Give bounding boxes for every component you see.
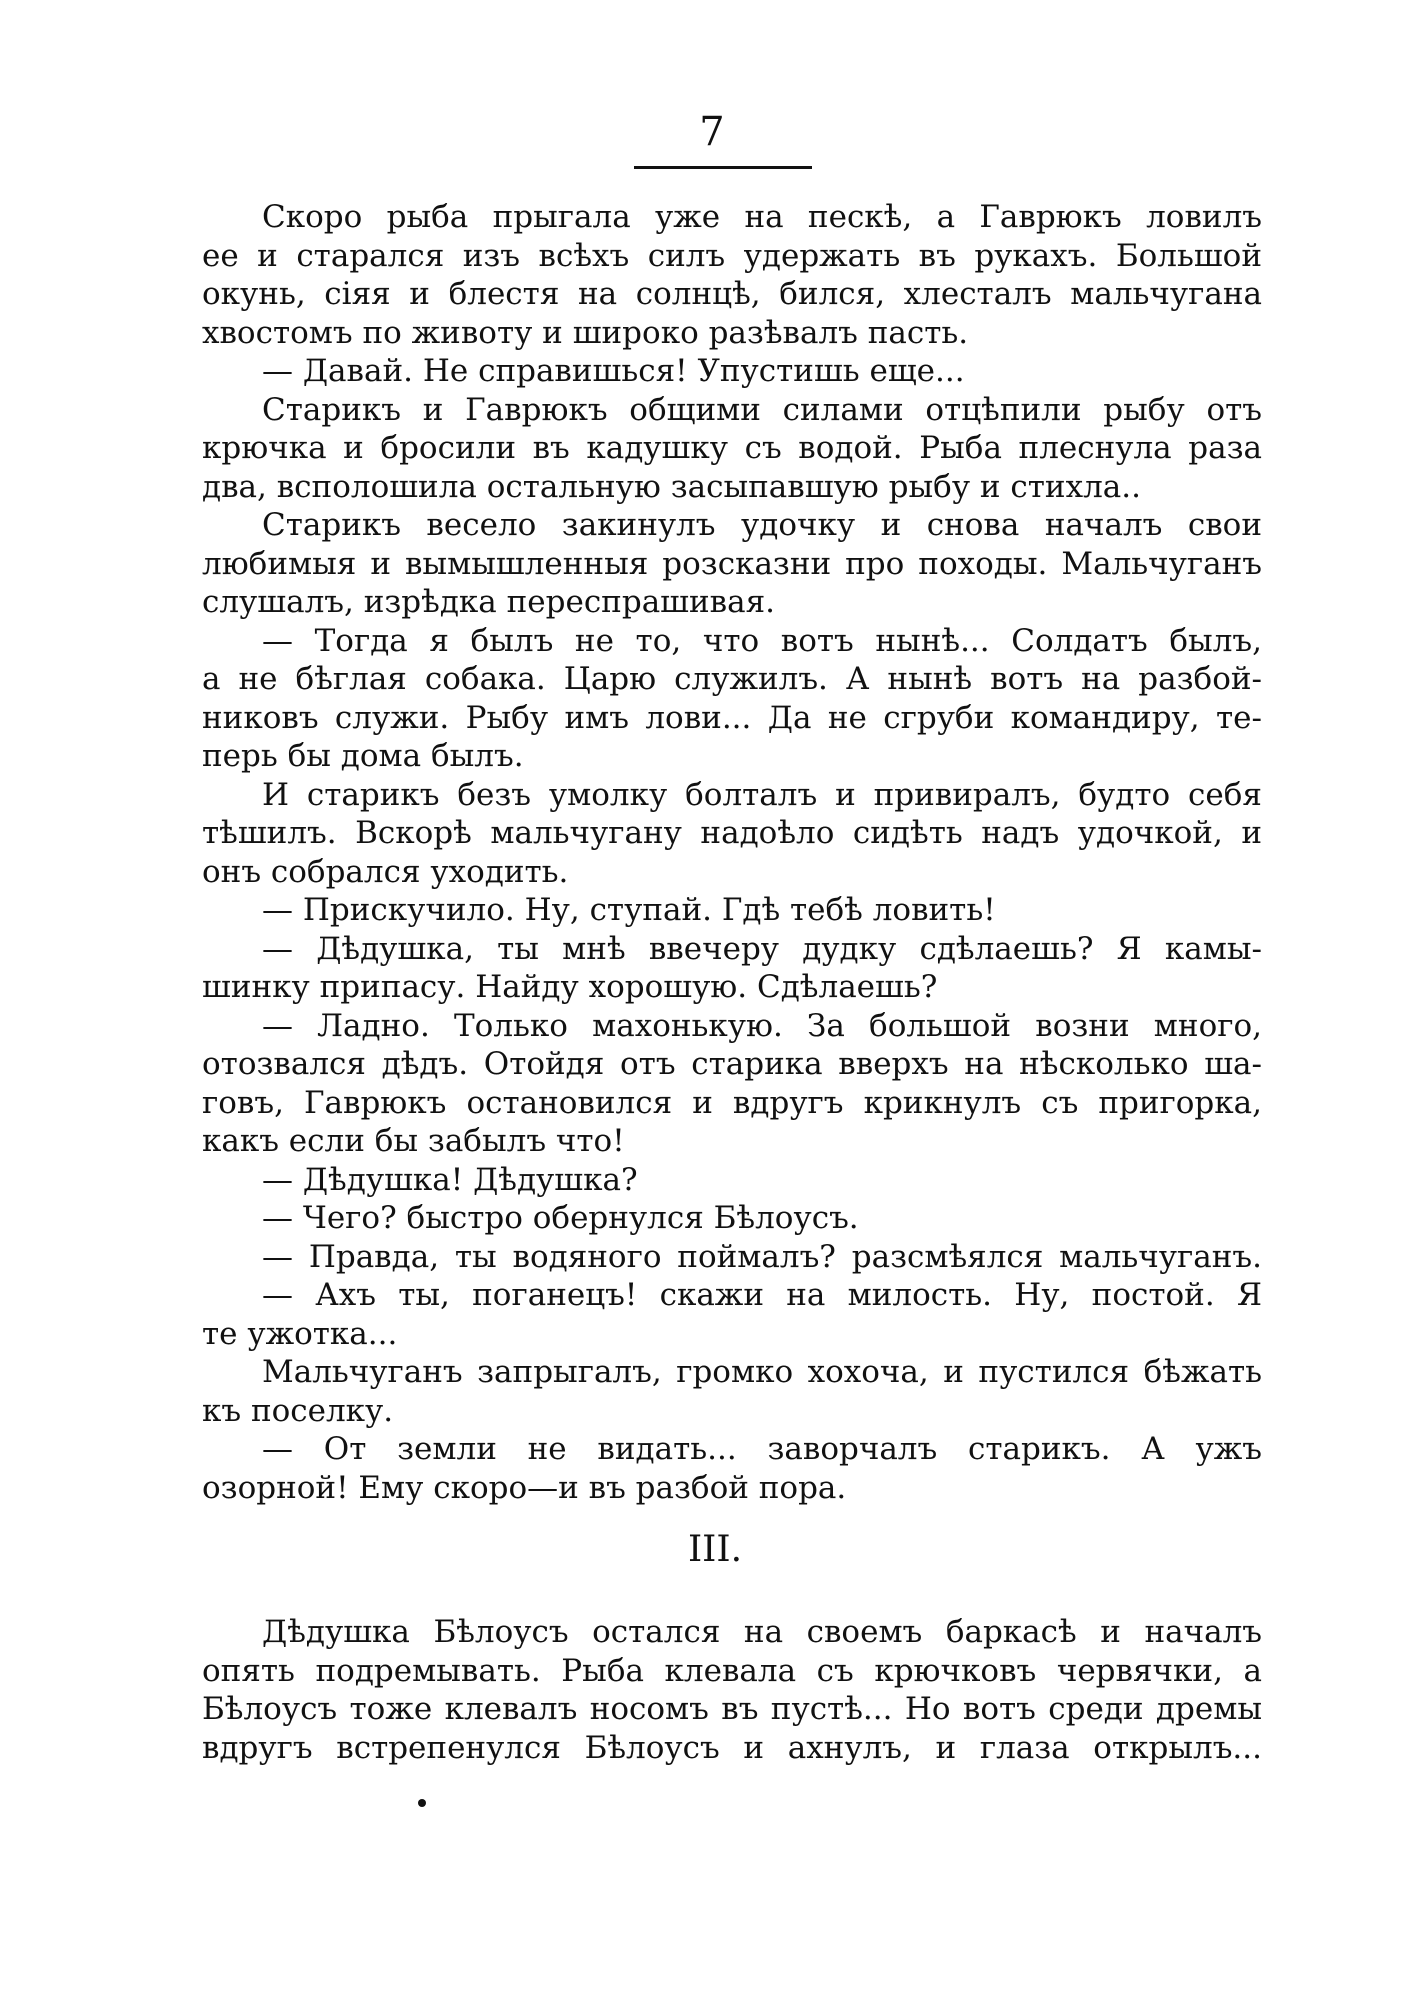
text-line: какъ если бы забылъ что!	[202, 1123, 625, 1159]
text-line: Бѣлоусъ тоже клевалъ носомъ въ пустѣ... Но вотъ среди дремы	[202, 1691, 1262, 1727]
text-line: те ужотка...	[202, 1315, 398, 1352]
text-line: Мальчуганъ запрыгалъ, громко хохоча, и пустился бѣжать	[262, 1354, 1262, 1390]
text-line: — От земли не видать... заворчалъ старикъ. А ужъ	[262, 1431, 1262, 1467]
text-line: опять подремывать. Рыба клевала съ крючковъ червячки, а	[202, 1652, 1262, 1689]
text-line: Старикъ и Гаврюкъ общими силами отцѣпили рыбу отъ	[262, 391, 1262, 428]
text-line: любимыя и вымышленныя розсказни про походы. Мальчуганъ	[202, 545, 1262, 582]
text-line: И старикъ безъ умолку болталъ и привиралъ, будто себя	[262, 776, 1262, 813]
text-line: — Ахъ ты, поганецъ! скажи на милость. Ну, постой. Я	[262, 1277, 1262, 1313]
text-line: Дѣдушка Бѣлоусъ остался на своемъ баркасѣ и началъ	[262, 1614, 1262, 1650]
text-line: — Чего? быстро обернулся Бѣлоусъ.	[262, 1200, 859, 1236]
text-line: крючка и бросили въ кадушку съ водой. Рыба плеснула раза	[202, 430, 1262, 466]
text-line: — Дѣдушка, ты мнѣ ввечеру дудку сдѣлаешь? Я камы-	[262, 930, 1262, 967]
header-rule	[634, 166, 812, 169]
text-line: — Дѣдушка! Дѣдушка?	[262, 1161, 638, 1198]
text-line: — Ладно. Только махонькую. За большой возни много,	[262, 1007, 1262, 1044]
text-line: а не бѣглая собака. Царю служилъ. А нынѣ вотъ на разбой-	[202, 661, 1262, 697]
text-line: никовъ служи. Рыбу имъ лови... Да не сгруби командиру, те-	[202, 699, 1262, 736]
text-line: тѣшилъ. Вскорѣ мальчугану надоѣло сидѣть надъ удочкой, и	[202, 815, 1262, 851]
text-line: озорной! Ему скоро—и въ разбой пора.	[202, 1469, 847, 1506]
text-line: слушалъ, изрѣдка переспрашивая.	[202, 584, 776, 620]
text-line: — Давай. Не справишься! Упустишь еще...	[262, 353, 965, 389]
text-line: онъ собрался уходить.	[202, 853, 569, 890]
chapter-heading: III.	[687, 1529, 743, 1570]
text-line: хвостомъ по животу и широко разѣвалъ пасть.	[202, 314, 969, 351]
text-line: Старикъ весело закинулъ удочку и снова началъ свои	[262, 507, 1262, 543]
text-line: — Тогда я былъ не то, что вотъ нынѣ... Солдатъ былъ,	[262, 622, 1262, 659]
text-line: шинку припасу. Найду хорошую. Сдѣлаешь?	[202, 969, 938, 1005]
text-line: — Правда, ты водяного поймалъ? разсмѣялся мальчуганъ.	[262, 1238, 1262, 1275]
text-line: вдругъ встрепенулся Бѣлоусъ и ахнулъ, и глаза открылъ...	[202, 1729, 1262, 1766]
text-line: — Прискучило. Ну, ступай. Гдѣ тебѣ ловить!	[262, 892, 996, 928]
ink-dot	[418, 1799, 426, 1807]
text-line: перь бы дома былъ.	[202, 738, 524, 774]
text-line: отозвался дѣдъ. Отойдя отъ старика вверхъ на нѣсколько ша-	[202, 1046, 1262, 1082]
text-line: къ поселку.	[202, 1392, 394, 1429]
text-line: Скоро рыба прыгала уже на пескѣ, а Гаврюкъ ловилъ	[262, 199, 1262, 235]
text-line: окунь, сіяя и блестя на солнцѣ, бился, хлесталъ мальчугана	[202, 276, 1262, 312]
text-line: два, всполошила остальную засыпавшую рыбу и стихла..	[202, 468, 1141, 505]
text-line: ее и старался изъ всѣхъ силъ удержать въ рукахъ. Большой	[202, 237, 1262, 274]
text-block-chapter-start	[202, 1613, 1262, 1767]
text-line: говъ, Гаврюкъ остановился и вдругъ крикнулъ съ пригорка,	[202, 1084, 1262, 1121]
text-block-chapter-end	[202, 198, 1262, 1507]
page-number: 7	[699, 109, 725, 155]
